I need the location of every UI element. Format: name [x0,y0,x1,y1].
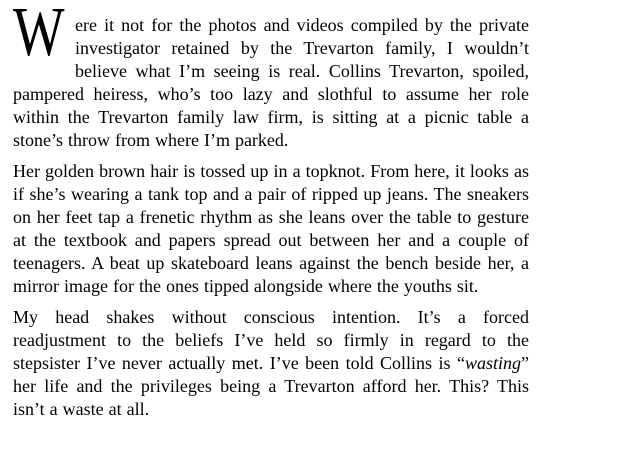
paragraph-2 [13,160,529,298]
paragraph-3 [13,306,529,421]
emphasized-word: wasting [464,353,521,373]
paragraph-1-text: ere it not for the photos and videos compiled by the private investigator retained by the Trevarton family, I wouldn’t believe what I’m seeing is real. Collins Trevarton, spoiled, pampered heiress, who’s too lazy and slothful to assume her role within the Trevarton family law firm, is sitting at a picnic table a stone’s throw from where I’m parked. [13,15,529,150]
drop-cap-letter: W [13,0,65,71]
paragraph-3-text-after: ” her life and the privileges being a Trevarton afford her. This? This isn’t a waste at all. [13,353,529,419]
drop-cap [13,0,65,75]
paragraph-3-text-before: My head shakes without conscious intention. It’s a forced readjustment to the beliefs I’ve held so firmly in regard to the stepsister I’ve never actually met. I’ve been told Collins is “ [13,307,529,373]
paragraph-1 [13,0,529,152]
paragraph-2-text: Her golden brown hair is tossed up in a topknot. From here, it looks as if she’s wearing a tank top and a pair of ripped up jeans. The sneakers on her feet tap a frenetic rhythm as she leans over the table to gesture at the textbook and papers spread out between her and a couple of teenagers. A beat up skateboard leans against the bench beside her, a mirror image for the ones tipped alongside where the youths sit. [13,161,529,296]
